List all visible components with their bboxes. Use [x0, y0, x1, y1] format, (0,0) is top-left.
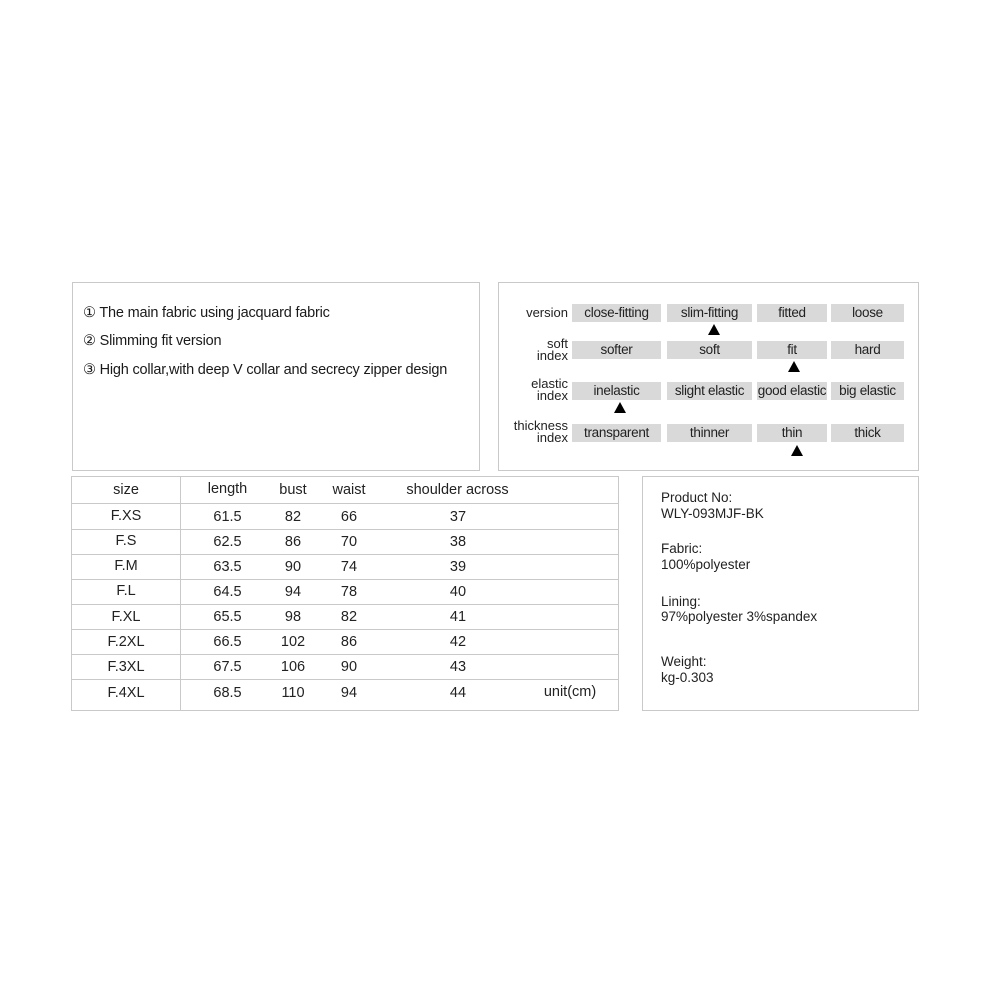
table-row [72, 679, 618, 704]
cell-length: 61.5 [213, 509, 242, 525]
cell-shoulder: 43 [449, 659, 467, 675]
cell-length: 62.5 [213, 534, 242, 550]
weight-value: kg-0.303 [661, 670, 714, 685]
index-row-elastic [499, 378, 920, 418]
selected-marker-icon [788, 361, 800, 372]
cell-size: F.XS [110, 508, 142, 524]
cell-waist: 86 [340, 634, 358, 650]
cell-bust: 86 [284, 534, 302, 550]
cell-bust: 82 [284, 509, 302, 525]
cell-bust: 106 [280, 659, 306, 675]
index-option: hard [831, 341, 904, 359]
cell-waist: 82 [340, 609, 358, 625]
fabric-value: 100%polyester [661, 557, 751, 572]
index-option: big elastic [831, 382, 904, 400]
index-option: loose [831, 304, 904, 322]
cell-bust: 102 [280, 634, 306, 650]
table-row [72, 554, 618, 580]
index-option: softer [572, 341, 661, 359]
cell-shoulder: 37 [449, 509, 467, 525]
index-option: slim-fitting [667, 304, 752, 322]
lining-value: 97%polyester 3%spandex [661, 609, 818, 624]
cell-waist: 66 [340, 509, 358, 525]
index-option: thick [831, 424, 904, 442]
cell-shoulder: 40 [449, 584, 467, 600]
cell-size: F.L [116, 583, 136, 599]
table-row [72, 529, 618, 555]
header-size: size [113, 482, 139, 498]
index-row-soft [499, 336, 920, 379]
cell-length: 65.5 [213, 609, 242, 625]
cell-bust: 110 [281, 685, 305, 701]
cell-bust: 90 [284, 559, 302, 575]
cell-shoulder: 41 [449, 609, 467, 625]
selected-marker-icon [791, 445, 803, 456]
index-row-thickness [499, 420, 920, 460]
index-row-label: version [526, 305, 568, 320]
index-row-label: thickness index [513, 418, 568, 445]
garment-index-panel [498, 282, 919, 471]
index-option: fit [757, 341, 827, 359]
table-header [72, 477, 618, 504]
cell-size: F.M [114, 558, 138, 574]
index-option: inelastic [572, 382, 661, 400]
feature-item: ① The main fabric using jacquard fabric [83, 305, 330, 321]
cell-bust: 98 [284, 609, 302, 625]
cell-length: 63.5 [213, 559, 242, 575]
header-bust: bust [279, 482, 307, 498]
cell-length: 68.5 [213, 685, 242, 701]
size-table [71, 476, 619, 711]
index-option: slight elastic [667, 382, 752, 400]
weight-label: Weight: [661, 654, 707, 669]
header-length: length [207, 481, 248, 497]
product-info-panel [642, 476, 919, 711]
product-no-label: Product No: [661, 490, 733, 505]
feature-item: ② Slimming fit version [83, 333, 222, 349]
table-row [72, 604, 618, 630]
table-row [72, 629, 618, 655]
cell-size: F.2XL [107, 634, 145, 650]
cell-shoulder: 42 [449, 634, 467, 650]
cell-length: 66.5 [213, 634, 242, 650]
index-option: transparent [572, 424, 661, 442]
cell-size: F.S [115, 533, 137, 549]
cell-waist: 94 [340, 685, 358, 701]
table-row [72, 654, 618, 680]
index-option: fitted [757, 304, 827, 322]
selected-marker-icon [708, 324, 720, 335]
fabric-label: Fabric: [661, 541, 703, 556]
cell-bust: 94 [284, 584, 302, 600]
index-row-label: soft index [536, 336, 568, 363]
cell-size: F.XL [111, 609, 141, 625]
index-option: thinner [667, 424, 752, 442]
cell-length: 64.5 [213, 584, 242, 600]
cell-waist: 78 [340, 584, 358, 600]
unit-label: unit(cm) [543, 684, 597, 700]
header-waist: waist [332, 482, 366, 498]
features-panel [72, 282, 480, 471]
index-option: close-fitting [572, 304, 661, 322]
cell-waist: 74 [340, 559, 358, 575]
cell-waist: 70 [340, 534, 358, 550]
index-option: good elastic [757, 383, 827, 398]
header-shoulder: shoulder across [406, 482, 509, 498]
cell-waist: 90 [340, 659, 358, 675]
selected-marker-icon [614, 402, 626, 413]
table-row [72, 504, 618, 530]
feature-item: ③ High collar,with deep V collar and secrecy zipper design [83, 362, 448, 378]
cell-shoulder: 44 [449, 685, 467, 701]
cell-length: 67.5 [213, 659, 242, 675]
lining-label: Lining: [661, 594, 701, 609]
index-row-label: elastic index [531, 376, 568, 403]
cell-size: F.4XL [107, 685, 145, 701]
cell-shoulder: 39 [449, 559, 467, 575]
cell-size: F.3XL [107, 659, 145, 675]
index-option: soft [667, 341, 752, 359]
cell-shoulder: 38 [449, 534, 467, 550]
product-no-value: WLY-093MJF-BK [661, 506, 764, 521]
index-option: thin [757, 424, 827, 442]
table-row [72, 579, 618, 605]
